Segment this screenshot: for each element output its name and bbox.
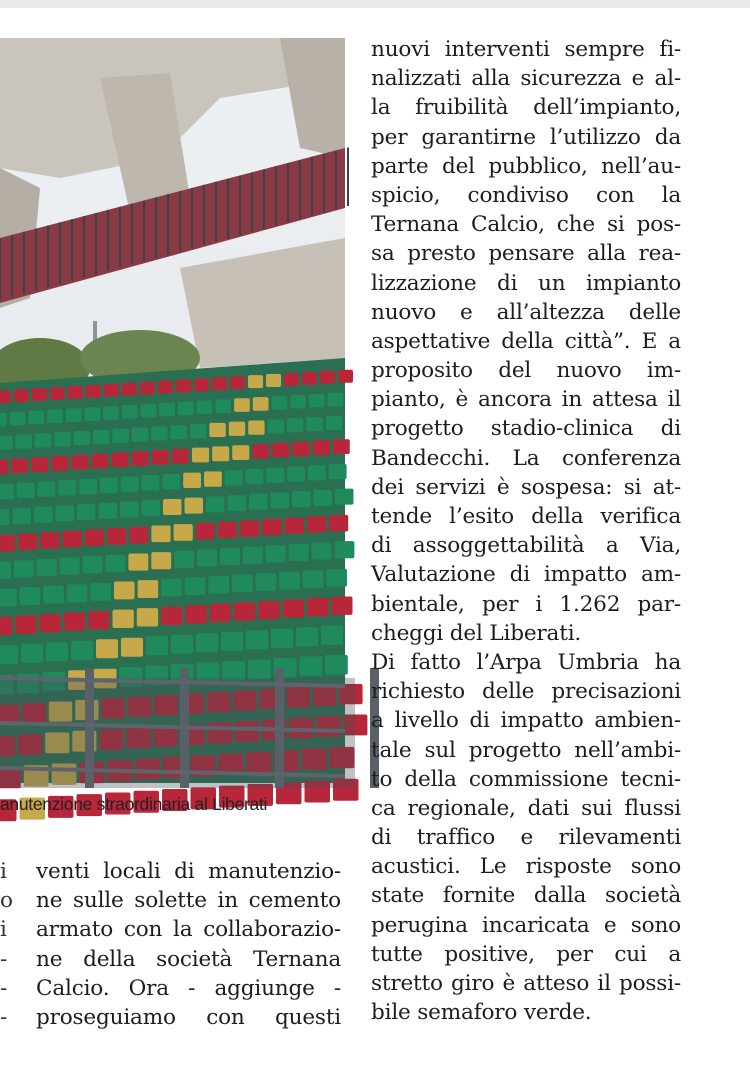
cropped-text-fragment: i: [0, 859, 7, 884]
stadium-seat: [0, 460, 8, 475]
stadium-seat: [0, 509, 10, 525]
stadium-seat: [292, 491, 311, 507]
stadium-seat: [122, 405, 138, 419]
article-column-right: [371, 35, 681, 1027]
text-line: nuovo e all’altezza delle: [371, 299, 681, 325]
stadium-seat: [212, 377, 227, 390]
stadium-seat: [293, 442, 310, 457]
text-line: bile semaforo verde.: [371, 1000, 592, 1026]
stadium-seat: [289, 544, 309, 561]
text-line: progetto stadio-clinica di: [371, 416, 681, 442]
stadium-stands-illustration: [0, 38, 345, 783]
stadium-seat: [58, 480, 76, 495]
stadium-seat: [86, 385, 101, 398]
stair-step: [114, 582, 135, 600]
stadium-seat: [83, 556, 103, 573]
stadium-seat: [185, 605, 206, 623]
stadium-seat: [66, 408, 82, 422]
text-line: nuovi interventi sempre fi-: [371, 37, 681, 62]
stadium-seat: [0, 617, 12, 635]
text-line: sa presto pensare alla rea-: [371, 241, 681, 267]
stadium-seat: [0, 589, 17, 607]
stadium-seat: [15, 615, 36, 633]
stadium-seat: [77, 504, 96, 520]
stadium-seat: [37, 559, 57, 576]
stair-step: [138, 580, 159, 598]
stadium-seat: [196, 523, 215, 540]
text-line: la fruibilità dell’impianto,: [371, 95, 681, 121]
stair-step: [248, 375, 263, 388]
stadium-seat: [266, 545, 286, 562]
stadium-seat: [13, 508, 32, 524]
stadium-seat: [47, 410, 63, 424]
stadium-seat: [0, 413, 7, 427]
stadium-seat: [248, 659, 271, 679]
stadium-seat: [232, 574, 253, 592]
stair-step: [128, 553, 148, 570]
article-column-left: [36, 857, 341, 1032]
stadium-seat: [88, 611, 109, 629]
stair-step: [266, 374, 281, 387]
stadium-seat: [174, 551, 194, 568]
text-line: ne sulle solette in cemento: [36, 888, 341, 914]
stadium-seat: [308, 465, 326, 480]
stadium-seat: [329, 515, 348, 532]
stadium-seat: [243, 547, 263, 564]
text-line: richiesto delle precisazioni: [371, 679, 681, 705]
stadium-seat: [0, 436, 12, 450]
photo-caption: anutenzione straordinaria al Liberati: [0, 794, 268, 814]
stadium-seat: [32, 388, 47, 401]
stadium-seat: [299, 656, 322, 676]
text-line: Ternana Calcio, che si pos-: [371, 212, 681, 238]
text-line: cheggi del Liberati.: [371, 620, 582, 646]
stair-step: [151, 552, 171, 569]
stadium-seat: [15, 434, 31, 448]
text-line: pianto, è ancora in attesa il: [371, 387, 681, 413]
stadium-seat: [85, 530, 104, 547]
stadium-seat: [14, 560, 34, 577]
text-line: parte del pubblico, nell’au-: [371, 153, 681, 179]
text-line: dei servizi è sospesa: si at-: [371, 474, 681, 500]
stadium-seat: [141, 404, 157, 418]
stadium-seat: [225, 470, 243, 485]
stadium-seat: [197, 401, 213, 415]
stadium-seat: [285, 518, 304, 535]
stadium-seat: [129, 527, 148, 544]
text-line: to della commissione tecni-: [371, 766, 681, 792]
stadium-seat: [176, 379, 191, 392]
stadium-seat: [272, 396, 288, 410]
stadium-seat: [142, 500, 161, 516]
stadium-seat: [0, 484, 14, 499]
stadium-seat: [107, 528, 126, 545]
stair-step: [151, 526, 170, 543]
stadium-seat: [90, 583, 111, 601]
stadium-seat: [0, 645, 18, 664]
stadium-seat: [0, 535, 15, 552]
stadium-seat: [290, 395, 306, 409]
stadium-seat: [21, 644, 43, 663]
stadium-seat: [10, 412, 26, 426]
stadium-seat: [210, 604, 231, 622]
text-line: Bandecchi. La conferenza: [371, 445, 681, 471]
stadium-seat: [333, 439, 350, 454]
cropped-text-fragment: -: [0, 946, 8, 972]
text-line: Di fatto l’Arpa Umbria ha: [371, 649, 681, 675]
text-line: Valutazione di impatto am-: [371, 562, 681, 588]
lamp-head: [83, 313, 107, 321]
stadium-seat: [28, 411, 44, 425]
stadium-seat: [11, 458, 28, 473]
stadium-seat: [121, 476, 139, 491]
stadium-seat: [92, 454, 109, 469]
stair-step: [248, 421, 264, 435]
stadium-seat: [258, 601, 279, 619]
stadium-seat: [20, 587, 41, 605]
stadium-seat: [56, 505, 75, 521]
text-line: ne della società Ternana: [36, 946, 341, 972]
stadium-seat: [221, 632, 243, 651]
stadium-seat: [14, 389, 29, 402]
stadium-seat: [0, 562, 11, 579]
stadium-seat: [161, 579, 182, 597]
stadium-seat: [112, 452, 129, 467]
stadium-seat: [234, 602, 255, 620]
stadium-seat: [71, 641, 93, 660]
stadium-seat: [17, 483, 35, 498]
stair-step: [212, 446, 229, 461]
text-line: bientale, per i 1.262 par-: [371, 591, 681, 617]
stadium-seat: [240, 520, 259, 537]
text-line: proposito del nuovo im-: [371, 358, 681, 384]
stadium-seat: [46, 642, 68, 661]
stair-step: [192, 448, 209, 463]
stadium-seat: [34, 507, 53, 523]
stadium-seat: [99, 503, 118, 519]
stadium-seat: [206, 496, 225, 512]
stair-step: [137, 608, 158, 626]
stadium-seat: [325, 655, 348, 675]
stadium-seat: [142, 475, 160, 490]
stadium-seat: [331, 596, 352, 614]
stair-step: [232, 445, 249, 460]
text-line: tale sul progetto nell’ambi-: [371, 737, 681, 763]
text-line: state fornite dalla società: [371, 883, 681, 909]
stadium-seat: [283, 599, 304, 617]
stadium-seat: [120, 502, 139, 518]
stadium-seat: [314, 490, 333, 506]
stadium-seat: [31, 457, 48, 472]
text-line: nalizzati alla sicurezza e al-: [371, 66, 681, 92]
stadium-seat: [38, 481, 56, 496]
stadium-seat: [100, 478, 118, 493]
stadium-seat: [313, 440, 330, 455]
text-line: armato con la collaborazio-: [36, 917, 341, 943]
stadium-seat: [268, 419, 284, 433]
text-line: lizzazione di un impianto: [371, 270, 681, 296]
stadium-seat: [218, 522, 237, 539]
stair-step: [183, 473, 201, 488]
stadium-seat: [338, 370, 353, 383]
stadium-seat: [215, 399, 231, 413]
stadium-photo: [0, 38, 345, 783]
cropped-text-fragment: o: [0, 888, 14, 914]
stair-step: [234, 398, 250, 412]
stadium-seat: [185, 577, 206, 595]
stadium-seat: [132, 451, 149, 466]
stadium-seat: [60, 558, 80, 575]
stadium-seat: [85, 407, 101, 421]
stadium-seat: [171, 425, 187, 439]
stadium-seat: [67, 584, 88, 602]
stair-step: [204, 471, 222, 486]
stadium-seat: [328, 393, 344, 407]
stadium-seat: [302, 372, 317, 385]
stadium-seat: [256, 573, 277, 591]
stadium-seat: [309, 394, 325, 408]
stadium-seat: [279, 572, 300, 590]
stadium-seat: [208, 576, 229, 594]
stair-step: [209, 423, 225, 437]
stadium-seat: [272, 443, 289, 458]
stadium-seat: [50, 387, 65, 400]
stadium-seat: [222, 661, 245, 681]
text-line: spicio, condiviso con la: [371, 182, 681, 208]
stadium-seat: [159, 403, 175, 417]
stadium-seat: [252, 444, 269, 459]
stadium-seat: [161, 607, 182, 625]
stadium-seat: [158, 381, 173, 394]
text-line: di assoggettabilità a Via,: [371, 533, 681, 559]
stair-step: [185, 498, 204, 514]
stadium-seat: [296, 627, 318, 646]
stadium-seat: [40, 614, 61, 632]
stadium-seat: [103, 406, 119, 420]
stadium-seat: [146, 636, 168, 655]
stadium-seat: [190, 424, 206, 438]
stadium-seat: [306, 417, 322, 431]
stadium-seat: [271, 629, 293, 648]
stadium-seat: [266, 468, 284, 483]
stadium-seat: [287, 466, 305, 481]
stadium-seat: [249, 494, 268, 510]
stadium-seat: [35, 433, 51, 447]
stadium-seat: [326, 569, 347, 587]
stadium-seat: [220, 548, 240, 565]
stadium-seat: [230, 376, 245, 389]
front-barrier: [0, 668, 379, 788]
text-line: tutte positive, per cui a: [371, 941, 681, 967]
stadium-seat: [197, 549, 217, 566]
stadium-seat: [246, 630, 268, 649]
stadium-seat: [106, 555, 126, 572]
stadium-seat: [329, 464, 347, 479]
top-page-edge: [0, 0, 750, 8]
stair-step: [113, 610, 134, 628]
text-line: perugina incaricata e sono: [371, 912, 681, 938]
stadium-seat: [68, 386, 83, 399]
stadium-seat: [307, 598, 328, 616]
stadium-seat: [307, 516, 326, 533]
stadium-seat: [40, 532, 59, 549]
cropped-text-fragment: -: [0, 975, 8, 1001]
text-line: a livello di impatto ambien-: [371, 708, 681, 734]
stadium-seat: [112, 429, 128, 443]
stadium-seat: [303, 570, 324, 588]
stair-step: [174, 524, 193, 541]
text-line: aspettative della città”. E a: [371, 328, 681, 354]
stadium-seat: [93, 430, 109, 444]
stadium-seat: [178, 402, 194, 416]
stadium-seat: [51, 456, 68, 471]
stadium-seat: [18, 534, 37, 551]
stair-step: [163, 499, 182, 515]
text-line: venti locali di manutenzio-: [36, 859, 341, 884]
stadium-seat: [104, 384, 119, 397]
text-line: ca regionale, dati sui flussi: [371, 795, 681, 821]
stadium-seat: [284, 373, 299, 386]
stadium-seat: [64, 613, 85, 631]
stadium-seat: [326, 416, 342, 430]
stadium-seat: [43, 586, 64, 604]
stadium-seat: [246, 469, 264, 484]
text-line: per garantirne l’utilizzo da: [371, 124, 681, 150]
stadium-seat: [54, 432, 70, 446]
stadium-seat: [162, 474, 180, 489]
text-line: di traffico e rilevamenti: [371, 825, 681, 851]
stadium-seat: [335, 489, 354, 505]
stadium-seat: [71, 455, 88, 470]
stadium-seat: [172, 449, 189, 464]
stadium-seat: [151, 426, 167, 440]
stadium-seat: [287, 418, 303, 432]
stadium-seat: [140, 382, 155, 395]
cropped-text-fragment: i: [0, 917, 7, 943]
stadium-seat: [122, 383, 137, 396]
stadium-seat: [63, 531, 82, 548]
stadium-seat: [321, 626, 343, 645]
stadium-seat: [194, 378, 209, 391]
stair-step: [253, 397, 269, 411]
text-line: acustici. Le risposte sono: [371, 854, 681, 880]
cropped-text-fragment: -: [0, 1004, 8, 1030]
text-line: stretto giro è atteso il possi-: [371, 971, 681, 996]
stadium-seat: [312, 542, 332, 559]
stair-step: [121, 638, 143, 657]
stadium-seat: [152, 450, 169, 465]
stadium-seat: [262, 519, 281, 536]
stadium-seat: [171, 635, 193, 654]
stadium-seat: [271, 493, 290, 509]
stadium-seat: [132, 427, 148, 441]
cropped-column-edge: [0, 857, 14, 1032]
stadium-seat: [196, 633, 218, 652]
stadium-seat: [74, 431, 90, 445]
stadium-seat: [320, 371, 335, 384]
text-line: tende l’esito della verifica: [371, 504, 681, 529]
stadium-seat: [79, 479, 97, 494]
stair-step: [229, 422, 245, 436]
stadium-seat: [228, 495, 247, 511]
text-line: Calcio. Ora - aggiunge -: [36, 975, 341, 1001]
stadium-seat: [335, 541, 355, 558]
stadium-seat: [0, 390, 11, 403]
stair-step: [96, 639, 118, 658]
text-line: proseguiamo con questi: [36, 1004, 341, 1030]
